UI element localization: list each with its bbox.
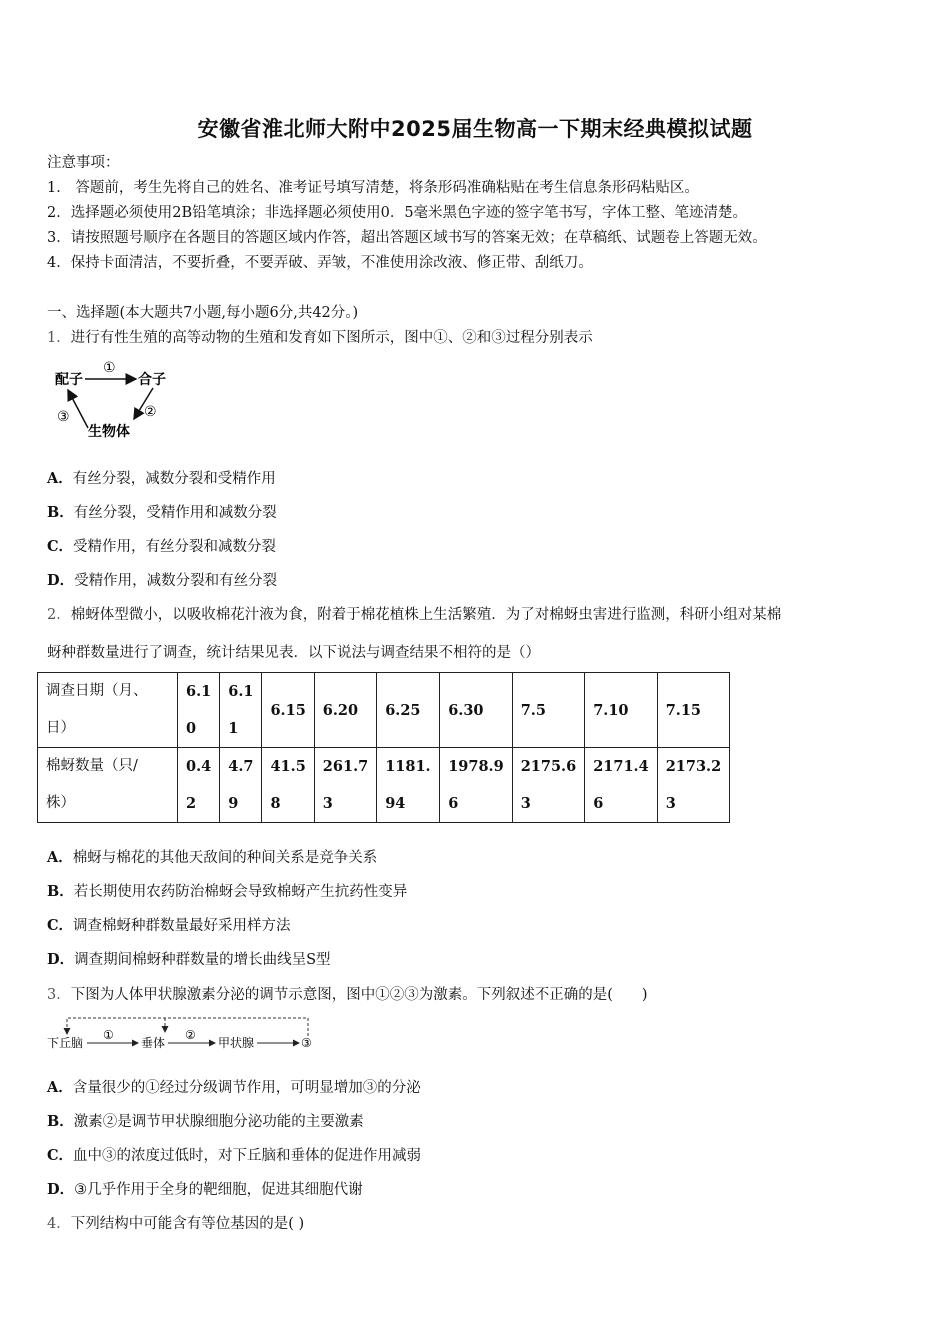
option-letter: C． [47,917,74,934]
question-4 [47,1214,304,1234]
notice-item: 1． 答题前，考生先将自己的姓名、准考证号填写清楚，将条形码准确粘贴在考生信息条形码粘贴区。 [47,180,699,196]
question-number: 3． [47,987,71,1003]
option-b[interactable] [47,503,277,523]
thyroid-regulation-diagram [45,1012,335,1054]
process-3-label: ③ [57,409,70,425]
option-letter: D． [47,951,75,968]
hypothalamus-label: 下丘脑 [47,1036,84,1050]
organism-label: 生物体 [88,424,130,440]
option-letter: C． [47,1147,74,1164]
pituitary-label: 垂体 [141,1036,166,1050]
zygote-label: 合子 [138,372,166,388]
option-letter: B． [47,504,74,521]
table-cell: 7.5 [512,673,585,748]
table-cell: 7.10 [585,673,658,748]
table-cell: 0.4 2 [178,748,220,823]
table-cell: 261.7 3 [314,748,376,823]
reproduction-cycle-diagram [50,355,180,445]
arrow-3 [68,390,88,428]
option-b[interactable] [47,1112,364,1132]
option-letter: C． [47,538,74,555]
table-cell: 7.15 [657,673,730,748]
question-text: 下列结构中可能含有等位基因的是( ) [70,1216,305,1232]
option-text: 含量很少的①经过分级调节作用，可明显增加③的分泌 [72,1080,421,1096]
option-b[interactable] [47,882,407,902]
question-text: 进行有性生殖的高等动物的生殖和发育如下图所示，图中①、②和③过程分别表示 [70,330,593,346]
option-text: ③几乎作用于全身的靶细胞，促进其细胞代谢 [74,1182,363,1198]
question-number: 1． [47,330,71,346]
option-c[interactable] [47,916,291,936]
option-c[interactable] [47,1146,421,1166]
notice-heading: 注意事项： [47,155,120,171]
table-cell: 6.30 [440,673,513,748]
question-3 [47,985,648,1005]
option-d[interactable] [47,571,277,591]
table-row [38,748,730,823]
question-1 [47,328,593,348]
aphid-survey-table [37,672,730,823]
table-header-cell: 调查日期（月、 日） [38,673,178,748]
page-title: 安徽省淮北师大附中2025届生物高一下期末经典模拟试题 [197,117,753,141]
option-d[interactable] [47,950,331,970]
option-text: 棉蚜与棉花的其他天敌间的种间关系是竞争关系 [72,850,378,866]
table-cell: 1181. 94 [377,748,440,823]
gamete-label: 配子 [55,372,83,388]
option-a[interactable] [47,848,377,868]
question-2 [47,605,781,625]
table-header-cell: 棉蚜数量（只/ 株） [38,748,178,823]
option-letter: D． [47,572,75,589]
question-text: 下图为人体甲状腺激素分泌的调节示意图，图中①②③为激素。下列叙述不正确的是( ) [70,987,648,1003]
option-letter: B． [47,1113,74,1130]
option-letter: A． [47,1079,73,1096]
option-letter: A． [47,849,73,866]
option-text: 激素②是调节甲状腺细胞分泌功能的主要激素 [73,1114,364,1130]
question-2-continued: 蚜种群数量进行了调查，统计结果见表．以下说法与调查结果不相符的是（） [47,645,540,661]
option-a[interactable] [47,469,276,489]
notice-item: 3．请按照题号顺序在各题目的答题区域内作答，超出答题区域书写的答案无效；在草稿纸、试题卷上答题无效。 [47,230,767,246]
table-cell: 2171.4 6 [585,748,658,823]
hormone-3-label: ③ [301,1036,312,1050]
table-cell: 2173.2 3 [657,748,730,823]
table-cell: 2175.6 3 [512,748,585,823]
table-cell: 4.7 9 [220,748,262,823]
option-a[interactable] [47,1078,421,1098]
question-text: 棉蚜体型微小，以吸收棉花汁液为食，附着于棉花植株上生活繁殖．为了对棉蚜虫害进行监测，科研小组对某棉 [70,607,782,623]
option-text: 有丝分裂，受精作用和减数分裂 [73,505,277,521]
option-letter: B． [47,883,74,900]
table-cell: 6.1 1 [220,673,262,748]
process-2-label: ② [144,404,157,420]
option-letter: A． [47,470,73,487]
option-text: 有丝分裂，减数分裂和受精作用 [72,471,276,487]
option-letter: D． [47,1181,75,1198]
option-d[interactable] [47,1180,363,1200]
option-text: 调查棉蚜种群数量最好采用样方法 [73,918,291,934]
table-cell: 6.25 [377,673,440,748]
process-1-label: ① [103,360,116,376]
option-text: 受精作用，减数分裂和有丝分裂 [74,573,278,589]
notice-item: 2．选择题必须使用2B铅笔填涂；非选择题必须使用0．5毫米黑色字迹的签字笔书写，字体工整、笔迹清楚。 [47,205,748,221]
hormone-1-label: ① [103,1028,114,1042]
table-cell: 6.20 [314,673,376,748]
question-number: 4． [47,1216,71,1232]
option-text: 受精作用，有丝分裂和减数分裂 [73,539,277,555]
table-cell: 1978.9 6 [440,748,513,823]
notice-item: 4．保持卡面清洁，不要折叠，不要弄破、弄皱，不准使用涂改液、修正带、刮纸刀。 [47,255,593,271]
hormone-2-label: ② [185,1028,196,1042]
table-cell: 41.5 8 [262,748,314,823]
option-text: 血中③的浓度过低时，对下丘脑和垂体的促进作用减弱 [73,1148,422,1164]
table-row [38,673,730,748]
option-c[interactable] [47,537,276,557]
option-text: 调查期间棉蚜种群数量的增长曲线呈S型 [74,952,331,968]
table-cell: 6.15 [262,673,314,748]
section-heading: 一、选择题(本大题共7小题,每小题6分,共42分。) [47,305,359,321]
thyroid-label: 甲状腺 [218,1036,255,1050]
table-cell: 6.1 0 [178,673,220,748]
option-text: 若长期使用农药防治棉蚜会导致棉蚜产生抗药性变异 [73,884,408,900]
question-number: 2． [47,607,71,623]
